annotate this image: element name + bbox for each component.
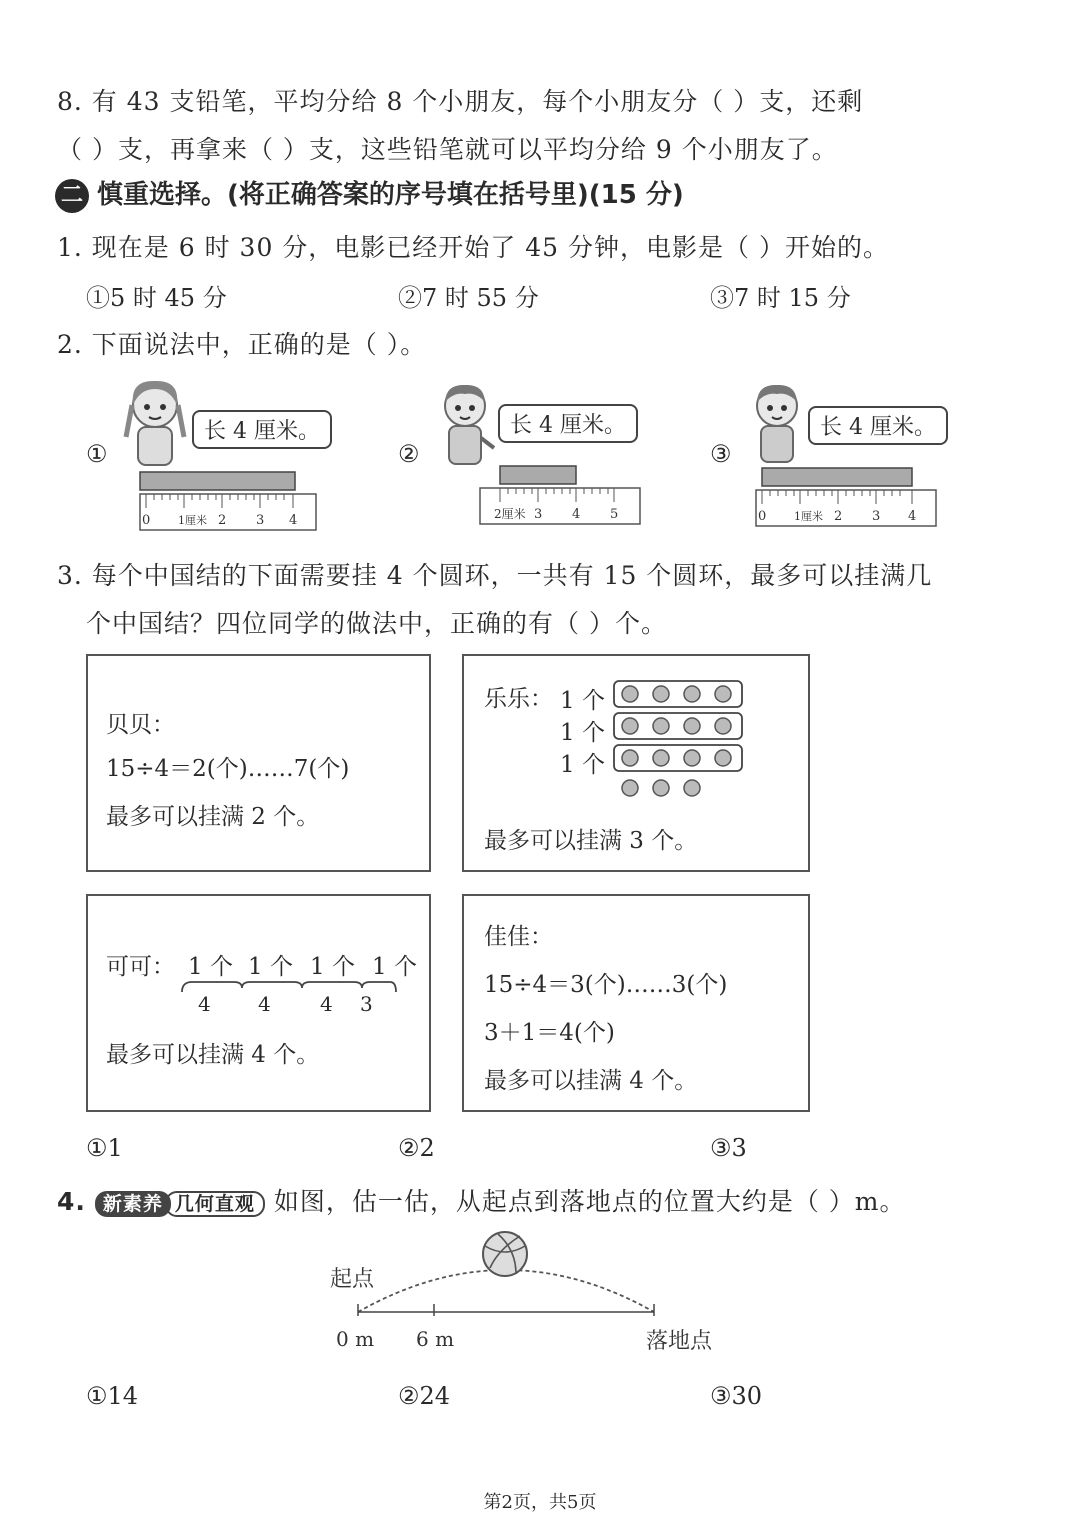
- lele-conclusion: 最多可以挂满 3 个。: [484, 828, 698, 854]
- jiajia-calc-2: 3＋1＝4(个): [484, 1020, 615, 1046]
- beibei-name: 贝贝：: [106, 712, 175, 738]
- keke-top-label-1: 1 个: [188, 954, 233, 980]
- new-literacy-tag: 新素养: [95, 1191, 171, 1217]
- q2-bubble-2: 长 4 厘米。: [498, 404, 638, 443]
- q4-stem-text: 如图，估一估，从起点到落地点的位置大约是（ ）m。: [273, 1187, 906, 1216]
- ruler3-label-0: 0: [758, 509, 767, 524]
- q3-option-3[interactable]: ③3: [710, 1134, 747, 1162]
- q1-stem: 1. 现在是 6 时 30 分，电影已经开始了 45 分钟，电影是（ ）开始的。: [57, 233, 889, 262]
- q1-option-1[interactable]: ①5 时 45 分: [86, 284, 227, 312]
- ruler3-label-1: 1厘米: [794, 510, 823, 523]
- q1-option-3[interactable]: ③7 时 15 分: [710, 284, 851, 312]
- q2-mark-1[interactable]: ①: [86, 440, 108, 468]
- beibei-conclusion: 最多可以挂满 2 个。: [106, 804, 320, 830]
- tick-0m: 0 m: [336, 1327, 375, 1351]
- q2-bubble-3: 长 4 厘米。: [808, 406, 948, 445]
- q3-stem-line1: 3. 每个中国结的下面需要挂 4 个圆环，一共有 15 个圆环，最多可以挂满几: [57, 561, 933, 590]
- q2-stem: 2. 下面说法中，正确的是（ ）。: [57, 330, 427, 359]
- q3-option-2[interactable]: ②2: [398, 1134, 435, 1162]
- keke-top-label-4: 1 个: [372, 954, 417, 980]
- ball-trajectory-diagram: [320, 1228, 740, 1358]
- q2-mark-2[interactable]: ②: [398, 440, 420, 468]
- page-footer: 第2页，共5页: [483, 1492, 597, 1513]
- keke-bottom-label-2: 4: [258, 992, 271, 1016]
- jiajia-calc-1: 15÷4＝3(个)……3(个): [484, 972, 728, 998]
- ruler2-label-2: 4: [572, 507, 581, 522]
- ruler2-label-0: 2厘米: [494, 507, 526, 521]
- q8-line2: （ ）支，再拿来（ ）支，这些铅笔就可以平均分给 9 个小朋友了。: [57, 135, 838, 164]
- keke-box: [86, 894, 431, 1112]
- q2-bubble-1: 长 4 厘米。: [192, 410, 332, 449]
- ruler1-label-0: 0: [142, 513, 151, 528]
- ruler1-label-2: 2: [218, 513, 227, 528]
- girl-illustration: [120, 375, 190, 470]
- boy-illustration-1: [432, 378, 502, 468]
- keke-conclusion: 最多可以挂满 4 个。: [106, 1042, 320, 1068]
- ruler-1: [138, 468, 328, 534]
- lele-name: 乐乐：: [484, 686, 553, 712]
- beibei-calc: 15÷4＝2(个)……7(个): [106, 756, 350, 782]
- geometry-intuition-tag: 几何直观: [165, 1191, 265, 1217]
- ruler1-label-4: 4: [289, 513, 298, 528]
- lele-box: [462, 654, 810, 872]
- section-badge: 二: [55, 179, 89, 213]
- q1-option-2[interactable]: ②7 时 55 分: [398, 284, 539, 312]
- q3-stem-line2: 个中国结？四位同学的做法中，正确的有（ ）个。: [86, 609, 667, 638]
- lele-row-label-3: 1 个: [560, 752, 605, 778]
- q4-option-2[interactable]: ②24: [398, 1382, 451, 1410]
- jiajia-name: 佳佳：: [484, 924, 553, 950]
- section-2-heading: [55, 174, 684, 213]
- start-label: 起点: [330, 1267, 375, 1292]
- keke-top-label-3: 1 个: [310, 954, 355, 980]
- section-title: 慎重选择。(将正确答案的序号填在括号里)(15 分): [97, 180, 684, 210]
- beibei-box: [86, 654, 431, 872]
- q4-option-1[interactable]: ①14: [86, 1382, 139, 1410]
- ruler3-label-2: 2: [834, 509, 843, 524]
- landing-label: 落地点: [646, 1329, 713, 1354]
- keke-bottom-label-3: 4: [320, 992, 333, 1016]
- tick-6m: 6 m: [416, 1327, 455, 1351]
- q4-option-3[interactable]: ③30: [710, 1382, 763, 1410]
- ruler3-label-3: 3: [872, 509, 881, 524]
- q3-option-1[interactable]: ①1: [86, 1134, 123, 1162]
- keke-bottom-label-1: 4: [198, 992, 211, 1016]
- jiajia-conclusion: 最多可以挂满 4 个。: [484, 1068, 698, 1094]
- volleyball-icon: [483, 1232, 527, 1276]
- q4-number: 4.: [57, 1187, 86, 1216]
- ruler2-label-3: 5: [610, 507, 619, 522]
- keke-bottom-label-4: 3: [360, 992, 373, 1016]
- keke-top-label-2: 1 个: [248, 954, 293, 980]
- q4-stem: [57, 1182, 906, 1218]
- lele-row-label-1: 1 个: [560, 688, 605, 714]
- ruler1-label-3: 3: [256, 513, 265, 528]
- keke-name: 可可：: [106, 954, 175, 980]
- lele-rings-diagram: [612, 678, 747, 802]
- boy-illustration-2: [744, 378, 810, 466]
- ruler1-label-1: 1厘米: [178, 514, 207, 527]
- q2-mark-3[interactable]: ③: [710, 440, 732, 468]
- lele-row-label-2: 1 个: [560, 720, 605, 746]
- ruler-2: [478, 462, 648, 528]
- q8-line1: 8. 有 43 支铅笔，平均分给 8 个小朋友，每个小朋友分（ ）支，还剩: [57, 87, 864, 116]
- ruler-3: [754, 464, 944, 530]
- ruler3-label-4: 4: [908, 509, 917, 524]
- jiajia-box: [462, 894, 810, 1112]
- ruler2-label-1: 3: [534, 507, 543, 522]
